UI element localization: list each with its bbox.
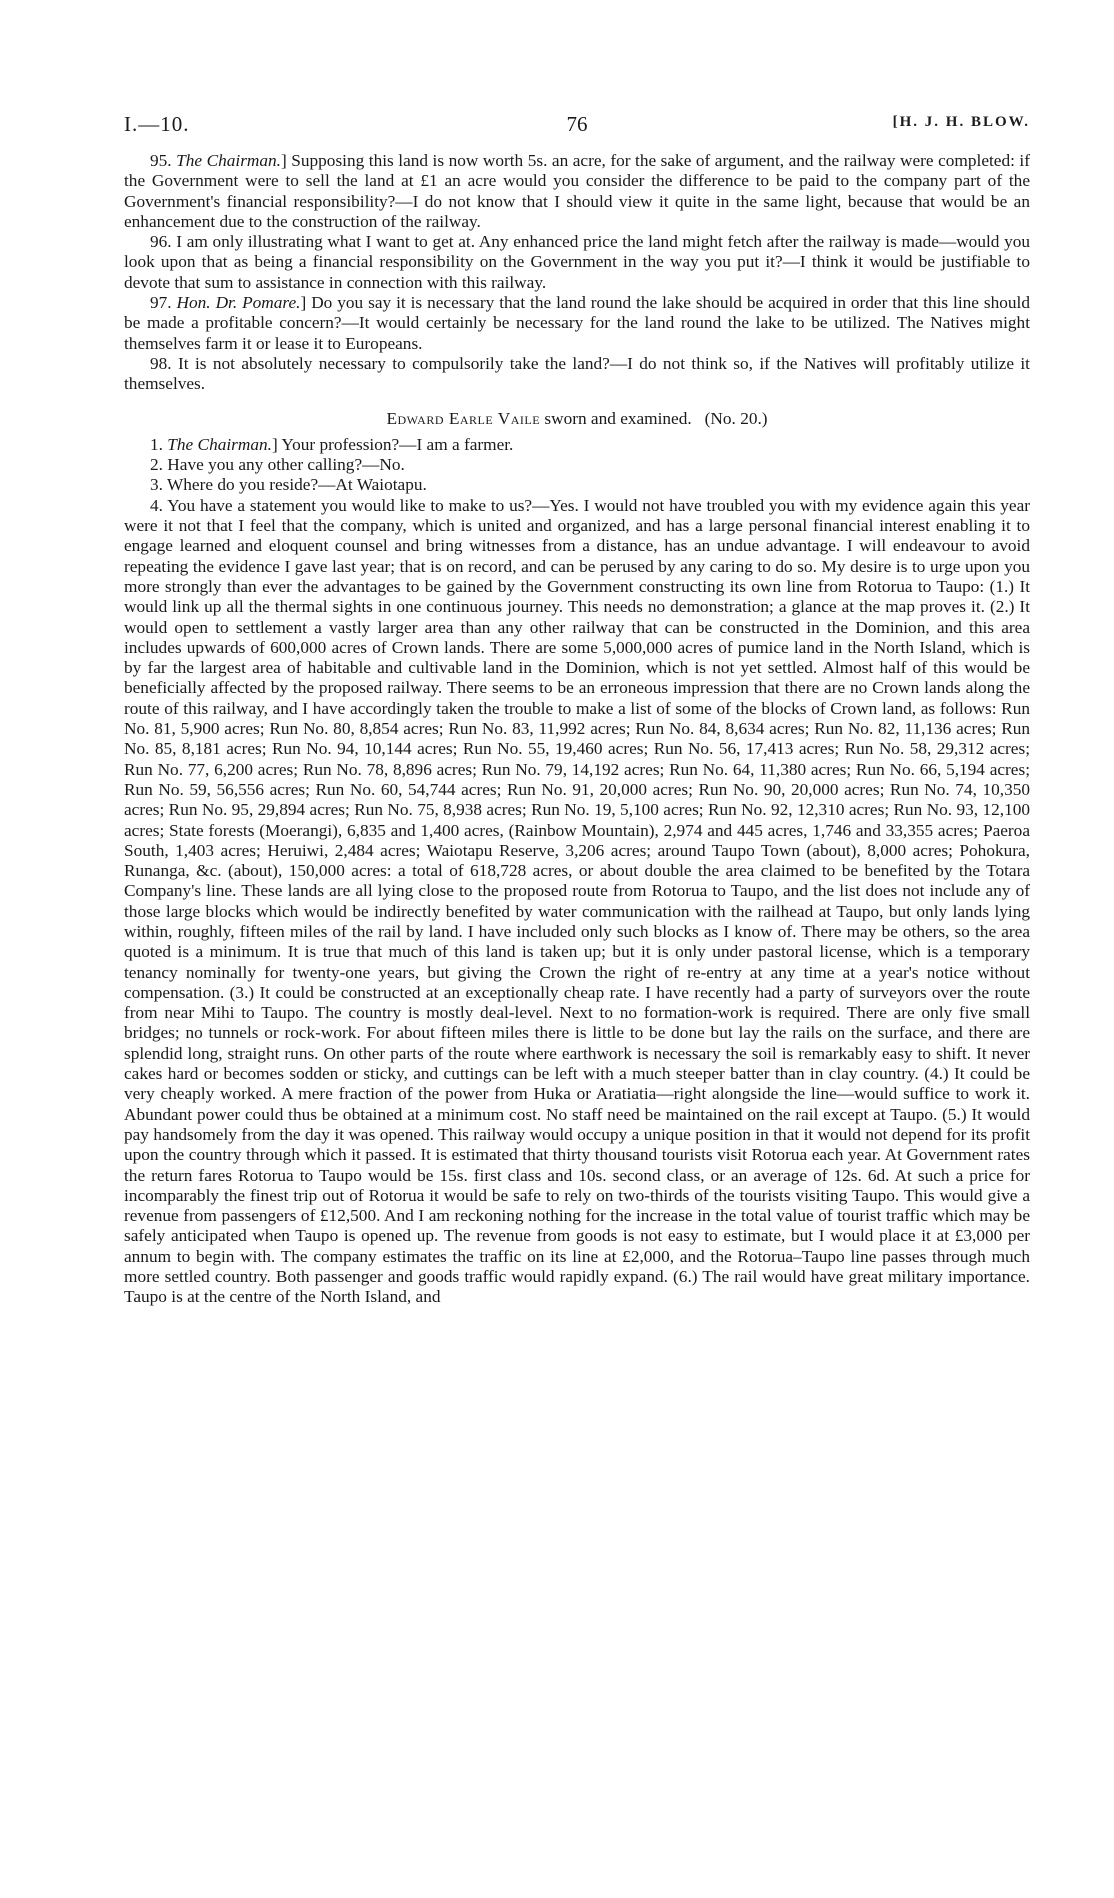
- question-number: 97.: [150, 293, 172, 313]
- question-text: Have you any other calling?—No.: [167, 455, 405, 475]
- speaker-name: Hon. Dr. Pomare.: [176, 293, 301, 313]
- witness-status: sworn and examined.: [544, 408, 692, 428]
- question-3: [124, 475, 1030, 495]
- question-text: Where do you reside?—At Waiotapu.: [166, 475, 427, 495]
- page-body: [124, 151, 1030, 1308]
- question-number: 95.: [150, 151, 172, 170]
- speaker-name: The Chairman.: [176, 151, 281, 170]
- question-number: 96.: [150, 232, 172, 252]
- paper-reference: I.—10.: [124, 112, 190, 136]
- question-number: 4.: [150, 495, 163, 515]
- witness-running-head: [H. J. H. BLOW.: [892, 114, 1030, 130]
- question-text: ] Your profession?—I am a farmer.: [271, 434, 514, 454]
- question-number: 98.: [150, 353, 172, 373]
- question-1: [124, 435, 1030, 455]
- witness-name: Edward Earle Vaile: [386, 408, 541, 428]
- question-97: [124, 293, 1030, 354]
- question-2: [124, 455, 1030, 475]
- question-4: [124, 496, 1030, 1308]
- question-95: [124, 151, 1030, 232]
- question-96: [124, 232, 1030, 293]
- question-text: I am only illustrating what I want to get at. Any enhanced price the land might fetch after the railway is made—would you look upon that as being a financial responsibility on the Government in the way you put it?—I think it would be justifiable to devote that sum to assistance in connection with this railway.: [124, 232, 1030, 292]
- page-number: 76: [566, 112, 588, 136]
- question-number: 2.: [150, 455, 163, 475]
- question-text: You have a statement you would like to make to us?—Yes. I would not have troubled you with my evidence again this year were it not that I feel that the company, which is united and organized, and has a large personal financial interest enabling it to engage learned and eloquent counsel and bring witnesses from a distance, has an undue advantage. I will endeavour to avoid repeating the evidence I gave last year; that is on record, and can be perused by any caring to do so. My desire is to urge upon you more strongly than ever the advantages to be gained by the Government constructing its own line from Rotorua to Taupo: (1.) It would link up all the thermal sights in one continuous journey. This needs no demonstration; a glance at the map proves it. (2.) It would open to settlement a vastly larger area than any other railway that can be constructed in the Dominion, and this area includes upwards of 600,000 acres of Crown lands. There are some 5,000,000 acres of pumice land in the North Island, which is by far the largest area of habitable and cultivable land in the Dominion, which is not yet settled. Almost half of this would be beneficially affected by the proposed railway. There seems to be an erroneous impression that there are no Crown lands along the route of this railway, and I have accordingly taken the trouble to make a list of some of the blocks of Crown land, as follows: Run No. 81, 5,900 acres; Run No. 80, 8,854 acres; Run No. 83, 11,992 acres; Run No. 84, 8,634 acres; Run No. 82, 11,136 acres; Run No. 85, 8,181 acres; Run No. 94, 10,144 acres; Run No. 55, 19,460 acres; Run No. 56, 17,413 acres; Run No. 58, 29,312 acres; Run No. 77, 6,200 acres; Run No. 78, 8,896 acres; Run No. 79, 14,192 acres; Run No. 64, 11,380 acres; Run No. 66, 5,194 acres; Run No. 59, 56,556 acres; Run No. 60, 54,744 acres; Run No. 91, 20,000 acres; Run No. 90, 20,000 acres; Run No. 74, 10,350 acres; Run No. 95, 29,894 acres; Run No. 75, 8,938 acres; Run No. 19, 5,100 acres; Run No. 92, 12,310 acres; Run No. 93, 12,100 acres; State forests (Moerangi), 6,835 and 1,400 acres, (Rainbow Mountain), 2,974 and 445 acres, 1,746 and 33,355 acres; Paeroa South, 1,403 acres; Heruiwi, 2,484 acres; Waiotapu Reserve, 3,206 acres; around Taupo Town (about), 8,000 acres; Pohokura, Runanga, &c. (about), 150,000 acres: a total of 618,728 acres, or about double the area claimed to be benefited by the Totara Company's line. These lands are all lying close to the proposed route from Rotorua to Taupo, and the list does not include any of those large blocks which would be indirectly benefited by water communication with the railhead at Taupo, but only lands lying within, roughly, fifteen miles of the rail by land. I have included only such blocks as I know of. There may be others, so the area quoted is a minimum. It is true that much of this land is taken up; but it is only under pastoral license, which is a temporary tenancy nominally for twenty-one years, but giving the Crown the right of re-entry at any time at a year's notice without compensation. (3.) It could be constructed at an exceptionally cheap rate. I have recently had a party of surveyors over the route from near Mihi to Taupo. The country is mostly deal-level. Next to no formation-work is required. There are only five small bridges; no tunnels or rock-work. For about fifteen miles there is little to be done but lay the rails on the surface, and there are splendid long, straight runs. On other parts of the route where earthwork is necessary the soil is remarkably easy to shift. It never cakes hard or becomes sodden or sticky, and cuttings can be left with a much steeper batter than in clay country. (4.) It could be very cheaply worked. A mere fraction of the power from Huka or Aratiatia—right alongside the line—would suffice to work it. Abundant power could thus be obtained at a minimum cost. No staff need be maintained on the rail except at Taupo. (5.) It would pay handsomely from the day it was opened. This railway would occupy a unique position in that it would not depend for its profit upon the country through which it passed. It is estimated that thirty thousand tourists visit Rotorua each year. At Government rates the return fares Rotorua to Taupo would be 15s. first class and 10s. second class, or an average of 12s. 6d. At such a price for incomparably the finest trip out of Rotorua it would be safe to rely on two-thirds of the tourists visiting Taupo. This would give a revenue from passengers of £12,500. And I am reckoning nothing for the increase in the total value of tourist traffic which may be safely anticipated when Taupo is opened up. The revenue from goods is not easy to estimate, but I would place it at £3,000 per annum to begin with. The company estimates the traffic on its line at £2,000, and the Rotorua–Taupo line passes through much more settled country. Both passenger and goods traffic would rapidly expand. (6.) The rail would have great military importance. Taupo is at the centre of the North Island, and: [124, 495, 1030, 1307]
- question-text: ] Supposing this land is now worth 5s. an acre, for the sake of argument, and the railway were completed: if the Government were to sell the land at £1 an acre would you consider the difference to be paid to the company part of the Government's financial responsibility?—I do not know that I should view it quite in the same light, because that would be an enhancement due to the construction of the railway.: [124, 151, 1030, 231]
- question-number: 1.: [150, 434, 163, 454]
- question-number: 3.: [150, 475, 163, 495]
- question-98: [124, 354, 1030, 395]
- speaker-name: The Chairman.: [167, 434, 272, 454]
- witness-heading: [124, 409, 1030, 429]
- question-text: It is not absolutely necessary to compulsorily take the land?—I do not think so, if the Natives will profitably utilize it themselves.: [124, 353, 1030, 394]
- page-header: [124, 112, 1030, 144]
- witness-number: (No. 20.): [704, 408, 768, 428]
- question-text: ] Do you say it is necessary that the land round the lake should be acquired in order that this line should be made a profitable concern?—It would certainly be necessary for the land round the lake to be utilized. The Natives might themselves farm it or lease it to Europeans.: [124, 293, 1030, 353]
